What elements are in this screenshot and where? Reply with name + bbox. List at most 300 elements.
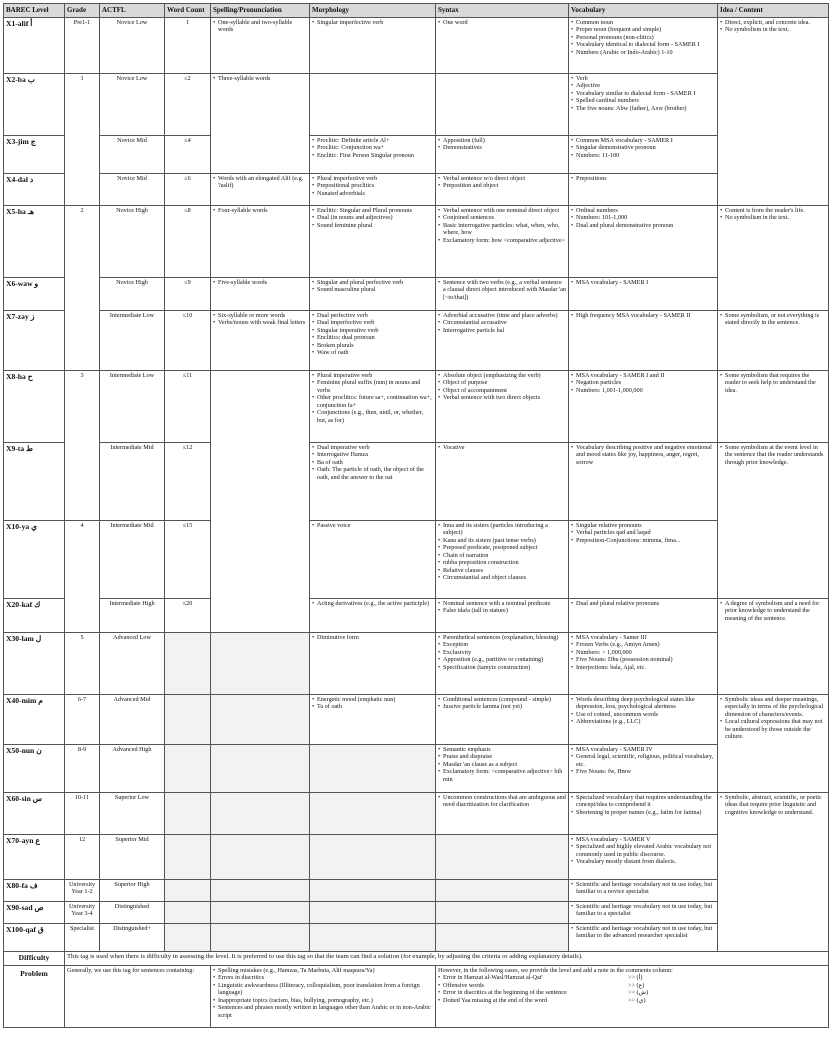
problem-case-item [438,982,826,990]
bullet-item: • Adverbial accusative (time and place adverbs) [438,312,566,320]
bullet-item: • Nunated adverbials [312,190,433,198]
level-cell: X100-qaf ق [4,923,65,951]
bullet-item: • Preposition and object [438,182,566,190]
bullet-item: • Singular and plural perfective verb [312,279,433,287]
bullet-list [213,175,307,190]
level-cell: X5-ha هـ [4,205,65,277]
problem-case-code: >> (ع) [628,981,645,989]
bullet-item: • Enclitic: Singular and Plural pronouns [312,207,433,215]
bullet-item: • Ba of oath [312,459,433,467]
word-count-cell: ≤11 [165,370,211,442]
bullet-item: • Waw of oath [312,349,433,357]
bullet-list [438,312,566,335]
vocabulary-cell [569,370,718,442]
bullet-item: • Dual and plural relative pronouns [571,600,715,608]
morphology-cell [310,598,436,632]
morphology-cell [310,173,436,205]
bullet-list [571,75,715,113]
vocabulary-cell [569,277,718,310]
header-word-count: Word Count [165,4,211,18]
syntax-cell [436,901,569,923]
bullet-item: • Relative clauses [438,567,566,575]
vocabulary-cell [569,442,718,520]
vocabulary-cell [569,520,718,598]
bullet-item: • Spelled cardinal numbers [571,97,715,105]
bullet-list [720,696,826,741]
bullet-item: • Object of accompaniment [438,387,566,395]
bullet-list [438,746,566,784]
bullet-item: • No symbolism in the text. [720,26,826,34]
levels-body [4,17,829,1027]
level-cell: X90-sad ص [4,901,65,923]
idea-cell [718,901,829,923]
bullet-list [720,312,826,327]
bullet-item: • Object of purpose [438,379,566,387]
spelling-cell [211,598,310,632]
bullet-item: • Singular relative pronouns [571,522,715,530]
morphology-cell [310,923,436,951]
bullet-list [312,696,433,711]
header-morphology: Morphology [310,4,436,18]
bullet-list [213,207,307,215]
table-row [4,173,829,205]
syntax-cell [436,310,569,370]
syntax-cell [436,694,569,744]
grade-cell: 8-9 [65,744,100,792]
grade-cell: 10-11 [65,792,100,834]
spelling-cell [211,520,310,598]
bullet-item: • Proclitic: Conjunction wa+ [312,144,433,152]
bullet-item: • Sentences and phrases mostly written in languages other than Arabic or in non-Arabic script [213,1004,433,1019]
idea-cell [718,598,829,632]
syntax-cell [436,205,569,277]
bullet-item: • Frozen Verbs (e.g., Amiyn Amen) [571,641,715,649]
bullet-list [571,903,715,918]
bullet-item: • Dual imperative verb [312,444,433,452]
bullet-item: • Apposition (e.g., partitive or containing) [438,656,566,664]
vocabulary-cell [569,834,718,879]
morphology-cell [310,632,436,694]
table-row [4,135,829,173]
bullet-item: • Prepositions [571,175,715,183]
bullet-list [312,634,433,642]
bullet-item: • Vocabulary similar to dialectal form - SAMER I [571,90,715,98]
bullet-list [571,696,715,726]
idea-cell [718,370,829,442]
morphology-cell [310,17,436,73]
idea-cell [718,744,829,792]
grade-cell: 6-7 [65,694,100,744]
syntax-cell [436,173,569,205]
bullet-item: • rubba preposition construction [438,559,566,567]
spelling-cell [211,632,310,694]
syntax-cell [436,792,569,834]
bullet-item: • Negation particles [571,379,715,387]
syntax-cell [436,632,569,694]
idea-cell [718,632,829,694]
problem-case-code: >> (ش) [628,989,649,997]
word-count-cell: ≤8 [165,205,211,277]
spelling-cell [211,310,310,370]
vocabulary-cell [569,744,718,792]
bullet-item: • Local cultural expressions that may not be understood by those outside the culture. [720,718,826,741]
bullet-item: • Spelling mistakes (e.g., Hamzas, Ta Marbuta, Alif maqsura/Ya) [213,967,433,975]
actfl-cell: Superior Low [100,792,165,834]
spelling-cell [211,205,310,277]
header-actfl: ACTFL [100,4,165,18]
vocabulary-cell [569,694,718,744]
actfl-cell: Intermediate High [100,598,165,632]
bullet-item: • Semantic emphasis [438,746,566,754]
bullet-item: • Some symbolism at the event level in the sentence that the reader understands through prior knowledge. [720,444,826,467]
word-count-cell [165,694,211,744]
actfl-cell: Novice Mid [100,135,165,173]
bullet-item: • Energetic mood (emphatic nun) [312,696,433,704]
syntax-cell [436,135,569,173]
bullet-list [438,207,566,245]
idea-cell [718,694,829,744]
problem-case-text: • Dotted Yaa missing at the end of the word [443,996,547,1004]
bullet-item: • Acting derivatives (e.g., the active participle) [312,600,433,608]
vocabulary-cell [569,901,718,923]
bullet-list [312,137,433,160]
idea-cell [718,520,829,598]
word-count-cell [165,792,211,834]
table-row [4,901,829,923]
bullet-item: • A degree of symbolism and a need for prior knowledge to understand the meaning of the sentence. [720,600,826,623]
bullet-list [312,19,433,27]
problem-items [211,965,436,1027]
level-cell: X6-waw و [4,277,65,310]
bullet-item: • Chain of narration [438,552,566,560]
idea-cell [718,17,829,73]
spelling-cell [211,923,310,951]
bullet-list [312,444,433,482]
spelling-cell [211,901,310,923]
table-row [4,277,829,310]
level-cell: X30-lam ل [4,632,65,694]
bullet-item: • Conjunctions (e.g., then, until, or, whether, but, as for) [312,409,433,424]
idea-cell [718,442,829,520]
bullet-item: • Masdar 'an clause as a subject [438,761,566,769]
bullet-list [571,794,715,817]
table-row [4,370,829,442]
bullet-list [438,175,566,190]
bullet-item: • Interrogative Hamza [312,451,433,459]
bullet-item: • Linguistic awkwardness (Illiteracy, colloquialism, poor translation from a foreign language) [213,982,433,997]
idea-cell [718,792,829,834]
bullet-item: • Prepositional proclitics [312,182,433,190]
vocabulary-cell [569,632,718,694]
level-cell: X60-sin س [4,792,65,834]
actfl-cell: Novice High [100,205,165,277]
spelling-cell [211,879,310,901]
word-count-cell: ≤20 [165,598,211,632]
level-cell: X2-ba ب [4,73,65,135]
bullet-list [571,207,715,230]
syntax-cell [436,834,569,879]
syntax-cell [436,923,569,951]
bullet-item: • Verbal sentence with one nominal direct object [438,207,566,215]
spelling-cell [211,277,310,310]
table-row [4,744,829,792]
idea-cell [718,205,829,277]
actfl-cell: Intermediate Low [100,310,165,370]
bullet-list [312,312,433,357]
bullet-list [571,746,715,776]
word-count-cell [165,879,211,901]
bullet-item: • Common noun [571,19,715,27]
bullet-item: • Plural imperfective verb [312,175,433,183]
spelling-cell [211,73,310,135]
problem-case-item [438,974,826,982]
idea-cell [718,73,829,135]
problem-cases-list [438,974,826,1004]
bullet-list [571,634,715,672]
bullet-item: • Scientific and heritage vocabulary not in use today, but familiar to the advanced researcher specialist [571,925,715,940]
bullet-item: • Numbers: 101-1,000 [571,214,715,222]
problem-case-text: • Offensive words [443,981,484,989]
bullet-item: • Other proclitics: future sa+, continuation wa+, conjunction fa+ [312,394,433,409]
difficulty-label: Difficulty [4,951,65,965]
bullet-item: • Verbs/nouns with weak final letters [213,319,307,327]
bullet-item: • Exclusivity [438,649,566,657]
bullet-item: • Numbers (Arabic or Indo-Arabic) 1-10 [571,49,715,57]
header-spelling: Spelling/Pronunciation [211,4,310,18]
bullet-list [438,522,566,583]
actfl-cell: Novice Low [100,73,165,135]
word-count-cell [165,901,211,923]
idea-cell [718,834,829,879]
bullet-list [720,600,826,623]
actfl-cell: Advanced Mid [100,694,165,744]
bullet-list [720,207,826,222]
bullet-item: • Preposition-Conjunctions: mimma, fima... [571,537,715,545]
word-count-cell [165,834,211,879]
actfl-cell: Novice Mid [100,173,165,205]
bullet-list [571,600,715,608]
bullet-item: • Personal pronouns (non-clitics) [571,34,715,42]
table-row [4,632,829,694]
problem-case-text: • Error in diacritics at the beginning of the sentence [443,989,567,997]
actfl-cell: Advanced Low [100,632,165,694]
grade-cell: 3 [65,370,100,520]
morphology-cell [310,744,436,792]
level-cell: X9-ta ط [4,442,65,520]
bullet-item: • Numbers: 11-100 [571,152,715,160]
bullet-list [571,279,715,287]
bullet-item: • Symbolic, abstract, scientific, or poetic ideas that require prior linguistic and cognitive knowledge to understand. [720,794,826,817]
idea-cell [718,135,829,173]
bullet-item: • The five nouns: Abw (father), Axw (brother) [571,105,715,113]
word-count-cell [165,744,211,792]
bullet-item: • Numbers: > 1,000,000 [571,649,715,657]
bullet-item: • Verbal sentence with two direct objects [438,394,566,402]
level-cell: X70-ayn ع [4,834,65,879]
header-vocabulary: Vocabulary [569,4,718,18]
bullet-item: • Passive voice [312,522,433,530]
level-cell: X1-alif أ [4,17,65,73]
vocabulary-cell [569,598,718,632]
bullet-item: • Adjective [571,82,715,90]
syntax-cell [436,598,569,632]
table-row [4,598,829,632]
bullet-item: • Scientific and heritage vocabulary not in use today, but familiar to a specialist [571,903,715,918]
word-count-cell [165,632,211,694]
difficulty-text: This tag is used when there is difficulty in assessing the level. It is preferred to use this tag so that the team can find a solution (for example, by adjusting the criteria or adding explanatory details). [65,951,829,965]
bullet-item: • Three-syllable words [213,75,307,83]
spelling-cell [211,370,310,442]
vocabulary-cell [569,135,718,173]
bullet-list [438,444,566,452]
bullet-item: • One-syllable and two-syllable words [213,19,307,34]
level-cell: X7-zay ز [4,310,65,370]
actfl-cell: Intermediate Low [100,370,165,442]
bullet-item: • Dual (in nouns and adjectives) [312,214,433,222]
difficulty-row [4,951,829,965]
bullet-item: • Ta of oath [312,703,433,711]
level-cell: X80-fa ف [4,879,65,901]
problem-case-item [438,989,826,997]
bullet-item: • Basic interrogative particles: what, when, who, where, how [438,222,566,237]
bullet-item: • Demonstratives [438,144,566,152]
actfl-cell: Novice High [100,277,165,310]
grade-cell: 2 [65,205,100,370]
level-cell: X50-nun ن [4,744,65,792]
bullet-item: • General legal, scientific, religious, political vocabulary, etc. [571,753,715,768]
bullet-list [571,137,715,160]
bullet-list [720,372,826,395]
spelling-cell [211,173,310,205]
table-row [4,792,829,834]
morphology-cell [310,370,436,442]
problem-row [4,965,829,1027]
bullet-list [571,925,715,940]
bullet-item: • Specialized and highly elevated Arabic vocabulary not commonly used in public discourse. [571,843,715,858]
problem-label: Problem [4,965,65,1027]
bullet-item: • Numbers: 1,001-1,000,000 [571,387,715,395]
morphology-cell [310,520,436,598]
bullet-item: • Singular imperfective verb [312,19,433,27]
word-count-cell: ≤12 [165,442,211,520]
bullet-item: • Circumstantial accusative [438,319,566,327]
bullet-item: • MSA vocabulary - SAMER V [571,836,715,844]
spelling-cell [211,135,310,173]
syntax-cell [436,277,569,310]
bullet-item: • Exclamatory form: <comparative adjective> bih min [438,768,566,783]
bullet-item: • Uncommon constructions that are ambiguous and need diacritization for clarification [438,794,566,809]
bullet-item: • Dual imperfective verb [312,319,433,327]
level-cell: X40-mim م [4,694,65,744]
morphology-cell [310,901,436,923]
bullet-item: • Inappropriate topics (racism, bias, bullying, pornography, etc.) [213,997,433,1005]
bullet-item: • Enclitics: dual pronoun [312,334,433,342]
bullet-item: • Content is from the reader's life. [720,207,826,215]
spelling-cell [211,694,310,744]
bullet-list [438,137,566,152]
bullet-item: • Kana and its sisters (past tense verbs) [438,537,566,545]
vocabulary-cell [569,792,718,834]
vocabulary-cell [569,173,718,205]
table-row [4,520,829,598]
bullet-item: • Specialized vocabulary that requires understanding the concept/idea to comprehend it [571,794,715,809]
grade-cell: University Year 1-2 [65,879,100,901]
bullet-item: • No symbolism in the text. [720,214,826,222]
bullet-item: • Exception [438,641,566,649]
actfl-cell: Distinguished+ [100,923,165,951]
vocabulary-cell [569,923,718,951]
actfl-cell: Advanced High [100,744,165,792]
idea-cell [718,277,829,310]
problem-case-text: • Error in Hamzat al-Wasl/Hamzat al-Qat' [443,974,543,982]
syntax-cell [436,520,569,598]
problem-case-item [438,997,826,1005]
level-cell: X4-dal د [4,173,65,205]
actfl-cell: Superior Mid [100,834,165,879]
bullet-list [571,444,715,467]
bullet-item: • Parenthetical sentences (explanation, blessing) [438,634,566,642]
bullet-item: • Dual and plural demonstrative pronoun [571,222,715,230]
bullet-item: • MSA vocabulary - SAMER I and II [571,372,715,380]
bullet-list [438,634,566,672]
header-syntax: Syntax [436,4,569,18]
bullet-item: • Sentence with two verbs (e.g., a verbal sentence a clausal direct object introduced with Masdar 'an [~to/that]) [438,279,566,302]
bullet-item: • One word [438,19,566,27]
problem-case-code: >> (أ) [628,974,643,982]
header-barec-level: BAREC Level [4,4,65,18]
bullet-list [571,312,715,320]
bullet-item: • Direct, explicit, and concrete idea. [720,19,826,27]
bullet-list [312,207,433,230]
grade-cell: 1 [65,73,100,205]
bullet-item: • Sound feminine plural [312,222,433,230]
morphology-cell [310,694,436,744]
morphology-cell [310,310,436,370]
bullet-item: • Interjections: bala, Ajal, etc. [571,664,715,672]
actfl-cell: Distinguished [100,901,165,923]
bullet-item: • Vocative [438,444,566,452]
idea-cell [718,310,829,370]
bullet-item: • Conditional sentences (compound - simple) [438,696,566,704]
table-row [4,923,829,951]
bullet-list [438,19,566,27]
vocabulary-cell [569,310,718,370]
grade-cell: 4 [65,520,100,632]
actfl-cell: Novice Low [100,17,165,73]
bullet-item: • MSA vocabulary - SAMER IV [571,746,715,754]
bullet-item: • Interrogative particle hal [438,327,566,335]
bullet-item: • Verb [571,75,715,83]
bullet-item: • Oath: The particle of oath, the object of the oath, and the answer to the oat [312,466,433,481]
bullet-item: • Six-syllable or more words [213,312,307,320]
table-row [4,834,829,879]
level-cell: X3-jim ج [4,135,65,173]
header-grade: Grade [65,4,100,18]
grade-cell: Specialist [65,923,100,951]
bullet-item: • Vocabulary describing positive and negative emotional and mood states like joy, happiness, anger, regret, sorrow [571,444,715,467]
bullet-list [438,794,566,809]
bullet-list [312,279,433,294]
bullet-item: • Words describing deep psychological states like depression, loss, psychological alertness [571,696,715,711]
bullet-item: • False idafa (tall in stature) [438,607,566,615]
bullet-item: • Sound masculine plural [312,286,433,294]
grade-cell: 5 [65,632,100,694]
bullet-list [571,19,715,57]
bullet-item: • Conjoined sentences [438,214,566,222]
barec-levels-table [3,3,829,1028]
bullet-item: • Nominal sentence with a nominal predicate [438,600,566,608]
header-idea-content: Idea / Content [718,4,829,18]
